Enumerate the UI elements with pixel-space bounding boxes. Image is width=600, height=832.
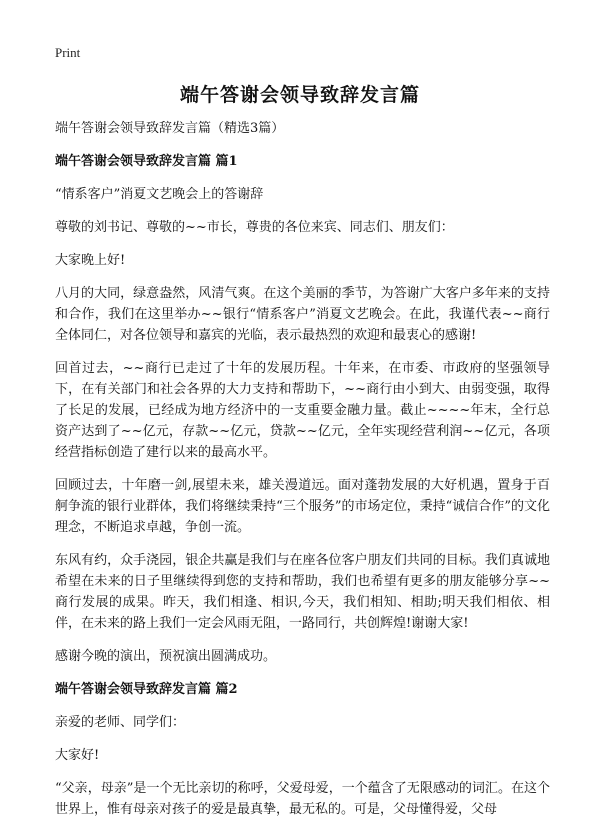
article-body (55, 118, 550, 832)
paragraph: “父亲，母亲”是一个无比亲切的称呼，父爱母爱，一个蕴含了无限感动的词汇。在这个世界上，惟有母亲对孩子的爱是最真挚，最无私的。可是，父母懂得爱，父母 (55, 781, 550, 817)
paragraph: 大家好! (55, 748, 100, 763)
section-heading-2: 端午答谢会领导致辞发言篇 篇2 (55, 682, 238, 697)
paragraph: 回顾过去，十年磨一剑,展望未来，雄关漫道远。面对蓬勃发展的大好机遇，置身于百舸争流的银行业群体，我们将继续秉持“三个服务”的市场定位，秉持“诚信合作”的文化理念，不断追求卓越，争创一流。 (55, 478, 550, 535)
paragraph: 大家晚上好! (55, 253, 126, 268)
paragraph: “情系客户”消夏文艺晚会上的答谢辞 (55, 187, 264, 202)
paragraph: 回首过去，~~商行已走过了十年的发展历程。十年来，在市委、市政府的坚强领导下，在有关部门和社会各界的大力支持和帮助下，~~商行由小到大、由弱变强，取得了长足的发展，已经成为地方经济中的一支重要金融力量。截止~~~~年末，全行总资产达到了~~亿元，存款~~亿元，贷款~~亿元，全年实现经营利润~~亿元，各项经营指标创造了建行以来的最高水平。 (55, 361, 550, 460)
print-label[interactable]: Print (55, 45, 81, 60)
paragraph: 亲爱的老师、同学们： (55, 715, 186, 730)
page-title: 端午答谢会领导致辞发言篇 (179, 84, 420, 106)
paragraph: 尊敬的刘书记、尊敬的~~市长，尊贵的各位来宾、同志们、朋友们： (55, 220, 454, 235)
section-heading-1: 端午答谢会领导致辞发言篇 篇1 (55, 154, 238, 169)
paragraph: 感谢今晚的演出，预祝演出圆满成功。 (55, 649, 277, 664)
paragraph: 八月的大同，绿意盎然，风清气爽。在这个美丽的季节，为答谢广大客户多年来的支持和合作，我们在这里举办~~银行“情系客户”消夏文艺晚会。在此，我谨代表~~商行全体同仁，对各位领导和嘉宾的光临，表示最热烈的欢迎和最衷心的感谢! (55, 286, 550, 343)
article-subtitle: 端午答谢会领导致辞发言篇（精选3篇） (55, 121, 285, 136)
paragraph: 东风有约，众手浇园，银企共赢是我们与在座各位客户朋友们共同的目标。我们真诚地希望在未来的日子里继续得到您的支持和帮助，我们也希望有更多的朋友能够分享~~商行发展的成果。昨天，我们相逢、相识,今天，我们相知、相助;明天我们相依、相伴，在未来的路上我们一定会风雨无阻，一路同行，共创辉煌!谢谢大家! (55, 553, 550, 631)
